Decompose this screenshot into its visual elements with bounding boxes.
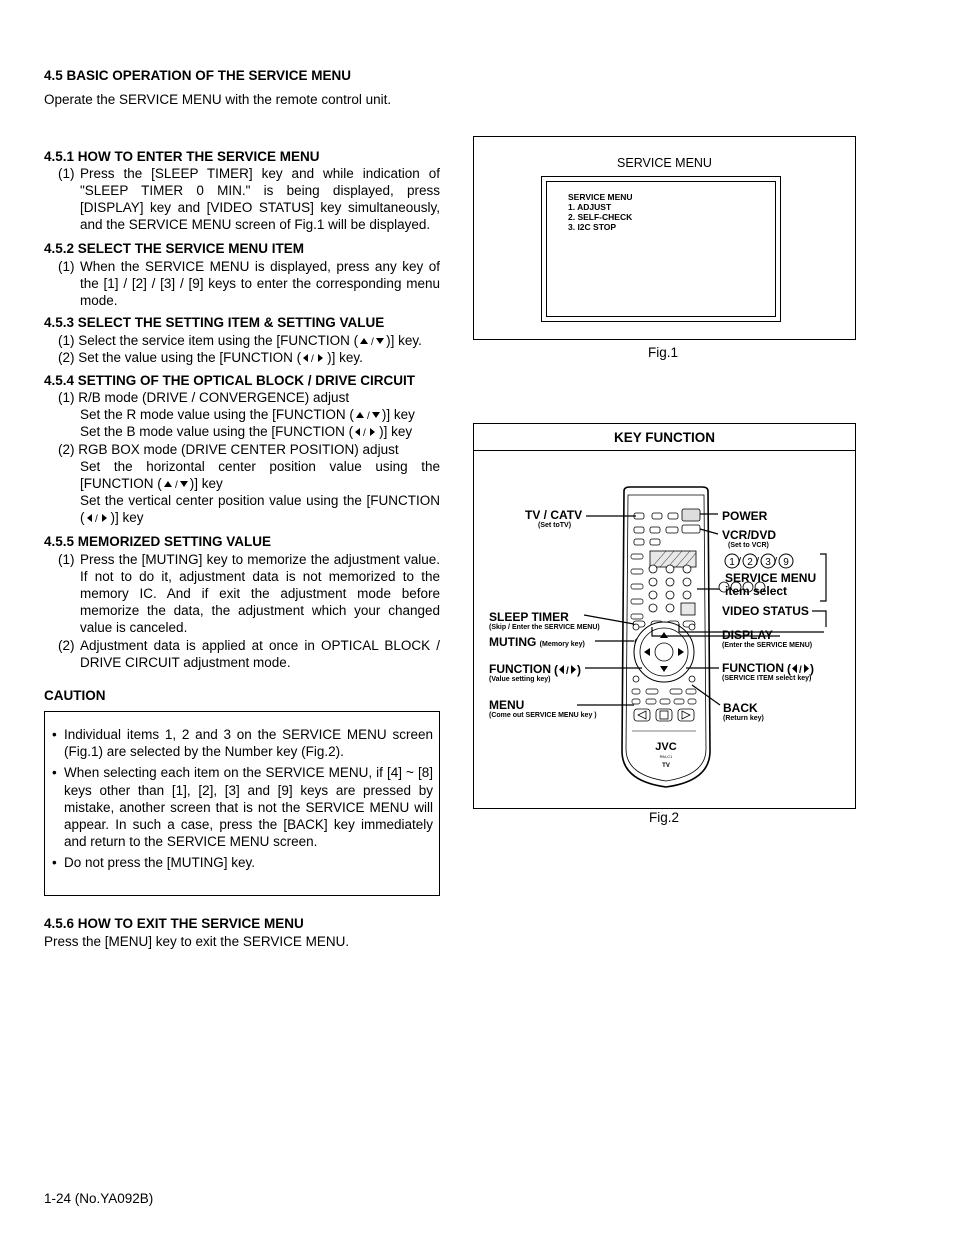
section-intro: Operate the SERVICE MENU with the remote control unit.	[44, 92, 392, 107]
svg-text:9: 9	[783, 557, 789, 568]
s451-heading: 4.5.1 HOW TO ENTER THE SERVICE MENU	[44, 149, 320, 164]
svg-text:/: /	[311, 354, 314, 364]
s452-heading: 4.5.2 SELECT THE SERVICE MENU ITEM	[44, 241, 305, 256]
svg-text:/: /	[774, 556, 778, 568]
svg-text:/: /	[174, 480, 178, 490]
left-right-arrow-icon	[554, 663, 582, 677]
svg-text:/: /	[94, 514, 98, 524]
svg-text:3: 3	[765, 557, 771, 568]
left-right-arrow-icon	[353, 427, 379, 437]
svg-text:/: /	[799, 664, 803, 676]
remote-model: RM-C1	[659, 754, 673, 759]
s453-item2: (2) Set the value using the [FUNCTION ( / )] key.	[58, 350, 363, 365]
up-down-arrow-icon	[162, 479, 190, 489]
function-right-label: FUNCTION ( / )	[722, 661, 815, 676]
video-status-label: VIDEO STATUS	[722, 604, 809, 618]
fig1-box	[473, 136, 856, 340]
back-note: (Return key)	[723, 715, 764, 722]
svg-text:(: (	[554, 662, 559, 677]
caution-item: • Do not press the [MUTING] key.	[52, 855, 256, 871]
s454-item2: (2) RGB BOX mode (DRIVE CENTER POSITION) adjust	[58, 442, 399, 457]
s453-item1: (1) Select the service item using the [FUNCTION ( / )] key.	[58, 333, 422, 348]
svg-text:1: 1	[729, 557, 735, 568]
svg-text:(: (	[787, 661, 792, 676]
screen-line: SERVICE MENU	[568, 192, 633, 202]
up-down-arrow-icon	[354, 410, 382, 420]
circled-number-keys-icon	[724, 552, 796, 570]
vcr-dvd-label: VCR/DVD	[722, 528, 777, 542]
fig2-caption: Fig.2	[649, 810, 680, 825]
s454-heading: 4.5.4 SETTING OF THE OPTICAL BLOCK / DRIVE CIRCUIT	[44, 373, 416, 388]
section-heading: 4.5 BASIC OPERATION OF THE SERVICE MENU	[44, 68, 352, 83]
display-label: DISPLAY	[722, 628, 773, 642]
tv-catv-label: TV / CATV	[525, 508, 583, 522]
screen-line: 3. I2C STOP	[568, 222, 617, 232]
screen-line: 2. SELF-CHECK	[568, 212, 633, 222]
vcr-dvd-note: (Set to VCR)	[728, 542, 769, 549]
s451-item1: (1) Press the [SLEEP TIMER] key and while indication of "SLEEP TIMER 0 MIN." is being displayed, press [DISPLAY] key and [VIDEO STATUS] key simultaneously, and the SERVICE MENU screen of Fig.1 will be displayed.	[58, 166, 440, 232]
item-select-label: item select	[725, 584, 788, 598]
service-menu-label: SERVICE MENU	[725, 571, 817, 585]
s455-item2: (2) Adjustment data is applied at once in OPTICAL BLOCK / DRIVE CIRCUIT adjustment mode.	[58, 638, 440, 670]
menu-label: MENU	[489, 698, 525, 712]
svg-text:/: /	[566, 665, 570, 677]
s454-item1: (1) R/B mode (DRIVE / CONVERGENCE) adjust	[58, 390, 350, 405]
up-down-arrow-icon	[358, 336, 386, 346]
s456-text: Press the [MENU] key to exit the SERVICE MENU.	[44, 934, 350, 949]
function-right-note: (SERVICE ITEM select key)	[722, 675, 812, 682]
fig1-title: SERVICE MENU	[617, 156, 712, 170]
svg-text:2: 2	[747, 557, 753, 568]
screen-line: 1. ADJUST	[568, 202, 612, 212]
left-right-arrow-icon	[787, 662, 815, 676]
s452-item1: (1) When the SERVICE MENU is displayed, press any key of the [1] / [2] / [3] / [9] keys to enter the corresponding menu mode.	[58, 259, 440, 308]
remote-tv-label: TV	[662, 763, 670, 769]
tv-catv-note: (Set toTV)	[538, 522, 572, 529]
s454-item1a: Set the R mode value using the [FUNCTION ( / )] key	[80, 407, 415, 422]
power-label: POWER	[722, 509, 768, 523]
s456-heading: 4.5.6 HOW TO EXIT THE SERVICE MENU	[44, 916, 304, 931]
key-function-title: KEY FUNCTION	[474, 424, 855, 451]
caution-item: • When selecting each item on the SERVICE MENU, if [4] ~ [8] keys other than [1], [2], [3] and [9] keys are pressed by mistake, another screen that is not the SERVICE MENU will appear. In such a case, press the [BACK] key immediately and return to the SERVICE MENU screen.	[52, 765, 433, 850]
s454-item2b: Set the vertical center position value using the [FUNCTION ( / )] key	[80, 493, 440, 525]
menu-note: (Come out SERVICE MENU key )	[489, 712, 597, 719]
svg-text:/: /	[363, 428, 366, 438]
s454-item1b: Set the B mode value using the [FUNCTION ( / )] key	[80, 424, 413, 439]
sleep-timer-note: (Skip / Enter the SERVICE MENU)	[489, 624, 600, 631]
display-note: (Enter the SERVICE MENU)	[722, 642, 813, 649]
caution-item: • Individual items 1, 2 and 3 on the SERVICE MENU screen (Fig.1) are selected by the Number key (Fig.2).	[52, 727, 433, 760]
left-right-arrow-icon	[301, 353, 327, 363]
svg-text:): )	[577, 662, 582, 677]
svg-text:/: /	[366, 411, 370, 421]
svg-text:/: /	[738, 556, 742, 568]
svg-text:/: /	[371, 337, 374, 347]
sleep-timer-label: SLEEP TIMER	[489, 610, 569, 624]
muting-label: MUTING (Memory key)	[489, 635, 585, 649]
svg-text:): )	[810, 661, 815, 676]
page-footer: 1-24 (No.YA092B)	[44, 1191, 154, 1206]
s455-item1: (1) Press the [MUTING] key to memorize the adjustment value. If not to do it, adjustment data is not memorized to the memory IC. And if exit the adjustment mode before memorize the data, the adjustment which your changed value is canceled.	[58, 552, 440, 635]
function-left-label: FUNCTION ( / )	[489, 662, 582, 677]
function-left-note: (Value setting key)	[489, 676, 551, 683]
svg-text:/: /	[756, 556, 760, 568]
s454-item2a: Set the horizontal center position value using the [FUNCTION ( / )] key	[80, 459, 440, 491]
left-right-arrow-icon	[85, 513, 111, 523]
s455-heading: 4.5.5 MEMORIZED SETTING VALUE	[44, 534, 272, 549]
caution-box	[44, 711, 440, 896]
service-menu-screen	[541, 176, 781, 322]
s453-heading: 4.5.3 SELECT THE SETTING ITEM & SETTING VALUE	[44, 315, 385, 330]
caution-heading: CAUTION	[44, 688, 106, 703]
remote-brand-logo: JVC	[655, 741, 677, 753]
back-label: BACK	[723, 701, 758, 715]
fig1-caption: Fig.1	[648, 345, 679, 360]
key-function-box	[473, 423, 856, 809]
